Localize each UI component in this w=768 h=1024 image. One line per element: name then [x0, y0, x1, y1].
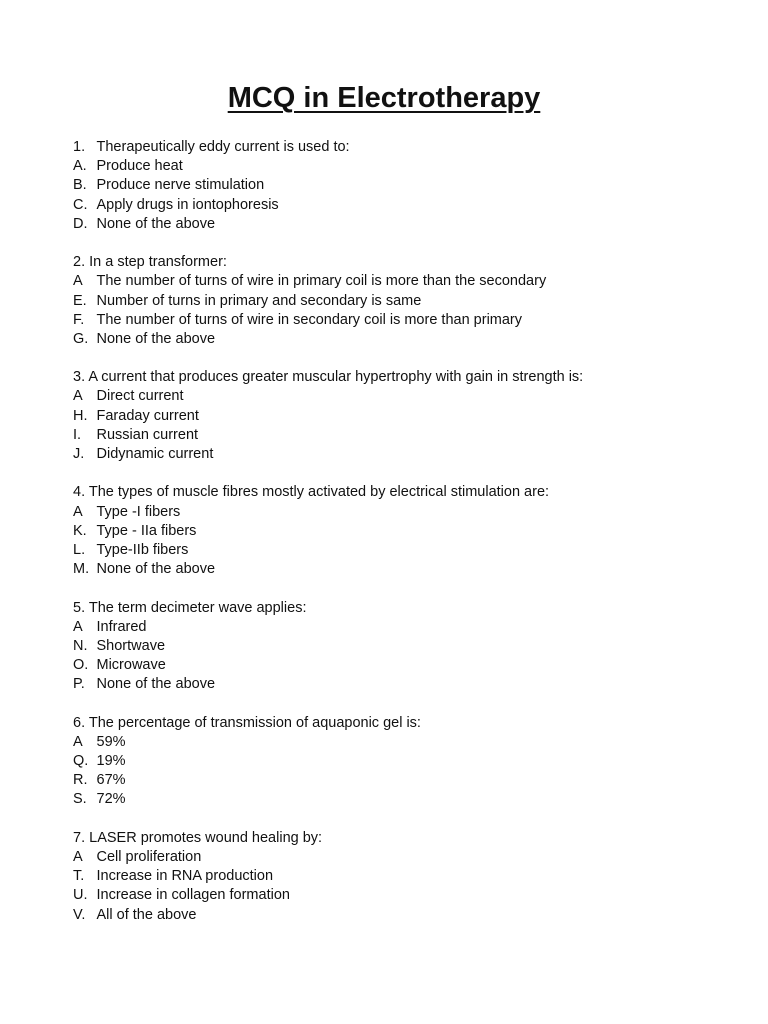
- option-text: Faraday current: [96, 407, 199, 424]
- question-stem: [73, 714, 713, 733]
- option-marker: K.: [73, 522, 87, 539]
- question-block: [73, 483, 713, 579]
- answer-option: [73, 330, 713, 349]
- answer-option: [73, 560, 713, 579]
- option-text: Increase in RNA production: [96, 868, 274, 885]
- option-marker: A: [73, 848, 83, 865]
- answer-option: [73, 522, 713, 541]
- answer-option: [73, 272, 713, 291]
- option-text: Produce heat: [96, 158, 183, 175]
- question-block: [73, 599, 713, 695]
- answer-option: [73, 906, 713, 925]
- option-text: Type - IIa fibers: [96, 522, 197, 539]
- option-marker: A: [73, 503, 83, 520]
- option-text: Increase in collagen formation: [96, 887, 290, 904]
- option-marker: A.: [73, 158, 87, 175]
- answer-option: [73, 848, 713, 867]
- answer-option: [73, 387, 713, 406]
- answer-option: [73, 407, 713, 426]
- question-number: 4.: [73, 484, 86, 501]
- option-text: Type -I fibers: [96, 503, 181, 520]
- question-list: [73, 138, 713, 944]
- page-title: MCQ in Electrotherapy: [227, 82, 541, 114]
- question-number: 5.: [73, 599, 86, 616]
- option-marker: A: [73, 388, 83, 405]
- option-text: Cell proliferation: [96, 848, 202, 865]
- option-text: Produce nerve stimulation: [96, 177, 265, 194]
- option-text: The number of turns of wire in primary coil is more than the secondary: [96, 273, 547, 290]
- question-stem: [73, 253, 713, 272]
- question-stem: [73, 368, 713, 387]
- option-marker: N.: [73, 637, 88, 654]
- answer-option: [73, 886, 713, 905]
- option-text: None of the above: [96, 676, 216, 693]
- option-text: 67%: [96, 772, 126, 789]
- option-marker: H.: [73, 407, 88, 424]
- question-stem: [73, 483, 713, 502]
- answer-option: [73, 656, 713, 675]
- option-marker: R.: [73, 772, 88, 789]
- option-marker: D.: [73, 215, 88, 232]
- answer-option: [73, 867, 713, 886]
- answer-option: [73, 618, 713, 637]
- question-number: 7.: [73, 829, 86, 846]
- option-marker: B.: [73, 177, 87, 194]
- question-number: 6.: [73, 714, 86, 731]
- option-marker: P.: [73, 676, 85, 693]
- option-marker: V.: [73, 906, 86, 923]
- option-text: Number of turns in primary and secondary is same: [96, 292, 422, 309]
- answer-option: [73, 675, 713, 694]
- option-text: 19%: [96, 753, 126, 769]
- answer-option: [73, 541, 713, 560]
- question-text: The percentage of transmission of aquaponic gel is:: [88, 714, 421, 731]
- option-marker: I.: [73, 426, 82, 443]
- question-text: Therapeutically eddy current is used to:: [96, 139, 350, 155]
- answer-option: [73, 637, 713, 656]
- option-marker: S.: [73, 791, 87, 808]
- option-marker: A: [73, 618, 83, 635]
- option-marker: J.: [73, 446, 85, 462]
- option-marker: F.: [73, 311, 85, 328]
- answer-option: [73, 196, 713, 215]
- option-marker: A: [73, 733, 83, 750]
- question-stem: [73, 599, 713, 618]
- option-marker: C.: [73, 196, 88, 213]
- answer-option: [73, 503, 713, 522]
- option-marker: G.: [73, 330, 89, 347]
- answer-option: [73, 292, 713, 311]
- question-text: A current that produces greater muscular hypertrophy with gain in strength is:: [88, 369, 584, 386]
- answer-option: [73, 176, 713, 195]
- option-marker: Q.: [73, 753, 89, 769]
- question-stem: [73, 138, 713, 157]
- question-text: LASER promotes wound healing by:: [89, 829, 323, 846]
- option-marker: E.: [73, 292, 87, 309]
- option-text: None of the above: [96, 561, 216, 578]
- option-text: Didynamic current: [96, 446, 214, 462]
- question-block: [73, 253, 713, 349]
- option-marker: M.: [73, 561, 90, 578]
- question-text: In a step transformer:: [89, 254, 227, 271]
- answer-option: [73, 426, 713, 445]
- question-number: 3.: [73, 369, 86, 386]
- option-text: Russian current: [96, 426, 199, 443]
- option-text: None of the above: [96, 330, 216, 347]
- option-marker: A: [73, 273, 83, 290]
- question-block: [73, 138, 713, 234]
- option-text: Shortwave: [96, 637, 166, 654]
- answer-option: [73, 311, 713, 330]
- answer-option: [73, 752, 713, 771]
- option-text: Apply drugs in iontophoresis: [96, 196, 279, 213]
- question-text: The types of muscle fibres mostly activated by electrical stimulation are:: [88, 484, 550, 501]
- answer-option: [73, 790, 713, 809]
- option-text: Microwave: [96, 657, 166, 674]
- answer-option: [73, 157, 713, 176]
- option-marker: O.: [73, 657, 89, 674]
- answer-option: [73, 215, 713, 234]
- question-block: [73, 714, 713, 810]
- option-text: Type-IIb fibers: [96, 541, 189, 558]
- option-text: The number of turns of wire in secondary coil is more than primary: [96, 311, 523, 328]
- option-text: Infrared: [96, 618, 147, 635]
- question-text: The term decimeter wave applies:: [88, 599, 307, 616]
- question-number: 2.: [73, 254, 86, 271]
- answer-option: [73, 445, 713, 464]
- option-text: All of the above: [96, 906, 197, 923]
- option-marker: U.: [73, 887, 88, 904]
- question-block: [73, 829, 713, 925]
- question-number: 1.: [73, 139, 86, 155]
- option-text: None of the above: [96, 215, 216, 232]
- option-text: Direct current: [96, 388, 184, 405]
- answer-option: [73, 771, 713, 790]
- option-marker: L.: [73, 541, 86, 558]
- option-text: 59%: [96, 733, 126, 750]
- option-marker: T.: [73, 868, 85, 885]
- option-text: 72%: [96, 791, 126, 808]
- answer-option: [73, 733, 713, 752]
- question-stem: [73, 829, 713, 848]
- question-block: [73, 368, 713, 464]
